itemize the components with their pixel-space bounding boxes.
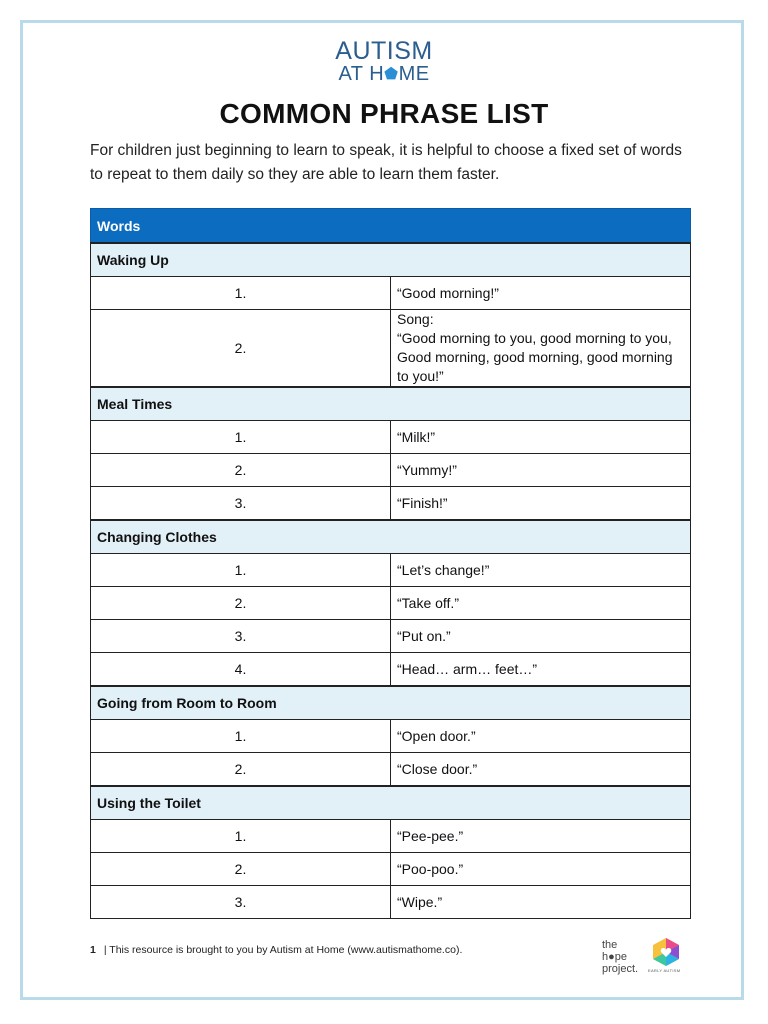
table-row [91,620,691,653]
phrase-text: “Close door.” [391,753,691,787]
table-row [91,720,691,753]
logo-line-2-pre: AT H [338,63,385,85]
row-number: 4. [91,653,391,687]
page-title: COMMON PHRASE LIST [219,98,549,129]
phrase-text: “Good morning!” [391,277,691,310]
phrase-text: “Put on.” [391,620,691,653]
table-row [91,487,691,521]
row-number: 2. [91,310,391,388]
row-number: 3. [91,487,391,521]
hope-line-1: the [602,939,618,951]
phrase-line: “Good morning to you, good morning to you, [397,330,672,346]
table-header-row [91,209,691,244]
phrase-text: “Pee-pee.” [391,820,691,853]
phrase-text: “Yummy!” [391,454,691,487]
table-row [91,886,691,919]
hexagon-heart-icon [650,937,682,967]
logo-line-2-post: ME [398,63,430,85]
row-number: 1. [91,554,391,587]
phrase-text: “Poo-poo.” [391,853,691,886]
phrase-line: Good morning, good morning, good morning to you!” [397,349,673,384]
phrase-table-body [91,209,691,919]
section-header-row [91,243,691,277]
table-row [91,653,691,687]
row-number: 2. [91,753,391,787]
phrase-text: “Take off.” [391,587,691,620]
table-row [91,753,691,787]
row-number: 1. [91,277,391,310]
table-row [91,853,691,886]
row-number: 3. [91,620,391,653]
early-autism-tag: EARLY AUTISM [648,968,681,973]
hope-line-2: h●pe [602,951,627,963]
phrase-table [90,208,691,919]
hope-line-3: project. [602,963,639,975]
section-title: Using the Toilet [91,786,691,820]
footer [90,944,462,956]
row-number: 1. [91,421,391,454]
row-number: 2. [91,587,391,620]
section-header-row [91,786,691,820]
row-number: 2. [91,853,391,886]
section-title: Meal Times [91,387,691,421]
phrase-text: “Wipe.” [391,886,691,919]
phrase-text: “Let’s change!” [391,554,691,587]
table-row [91,277,691,310]
row-number: 1. [91,820,391,853]
table-row [91,554,691,587]
phrase-line: Song: [397,311,434,327]
page-number: 1 [90,944,96,956]
phrase-text: “Head… arm… feet…” [391,653,691,687]
autism-at-home-logo [0,38,768,86]
table-row [91,421,691,454]
phrase-text: “Finish!” [391,487,691,521]
section-header-row [91,387,691,421]
row-number: 3. [91,886,391,919]
logo-line-2 [0,64,768,86]
footer-text: | This resource is brought to you by Autism at Home (www.autismathome.co). [103,944,463,956]
house-heart-icon: ⬟ [384,66,399,83]
row-number: 1. [91,720,391,753]
section-title: Waking Up [91,243,691,277]
section-header-row [91,686,691,720]
table-header: Words [91,209,691,244]
table-row [91,820,691,853]
phrase-text: “Open door.” [391,720,691,753]
section-header-row [91,520,691,554]
table-row [91,454,691,487]
intro-paragraph: For children just beginning to learn to speak, it is helpful to choose a fixed set of words to repeat to them daily so they are able to learn them faster. [90,142,682,183]
table-row [91,587,691,620]
section-title: Going from Room to Room [91,686,691,720]
phrase-text: “Milk!” [391,421,691,454]
table-row [91,310,691,388]
section-title: Changing Clothes [91,520,691,554]
logo-line-1: AUTISM [335,37,433,65]
phrase-text [391,310,691,388]
row-number: 2. [91,454,391,487]
hope-project-logo [602,939,638,975]
